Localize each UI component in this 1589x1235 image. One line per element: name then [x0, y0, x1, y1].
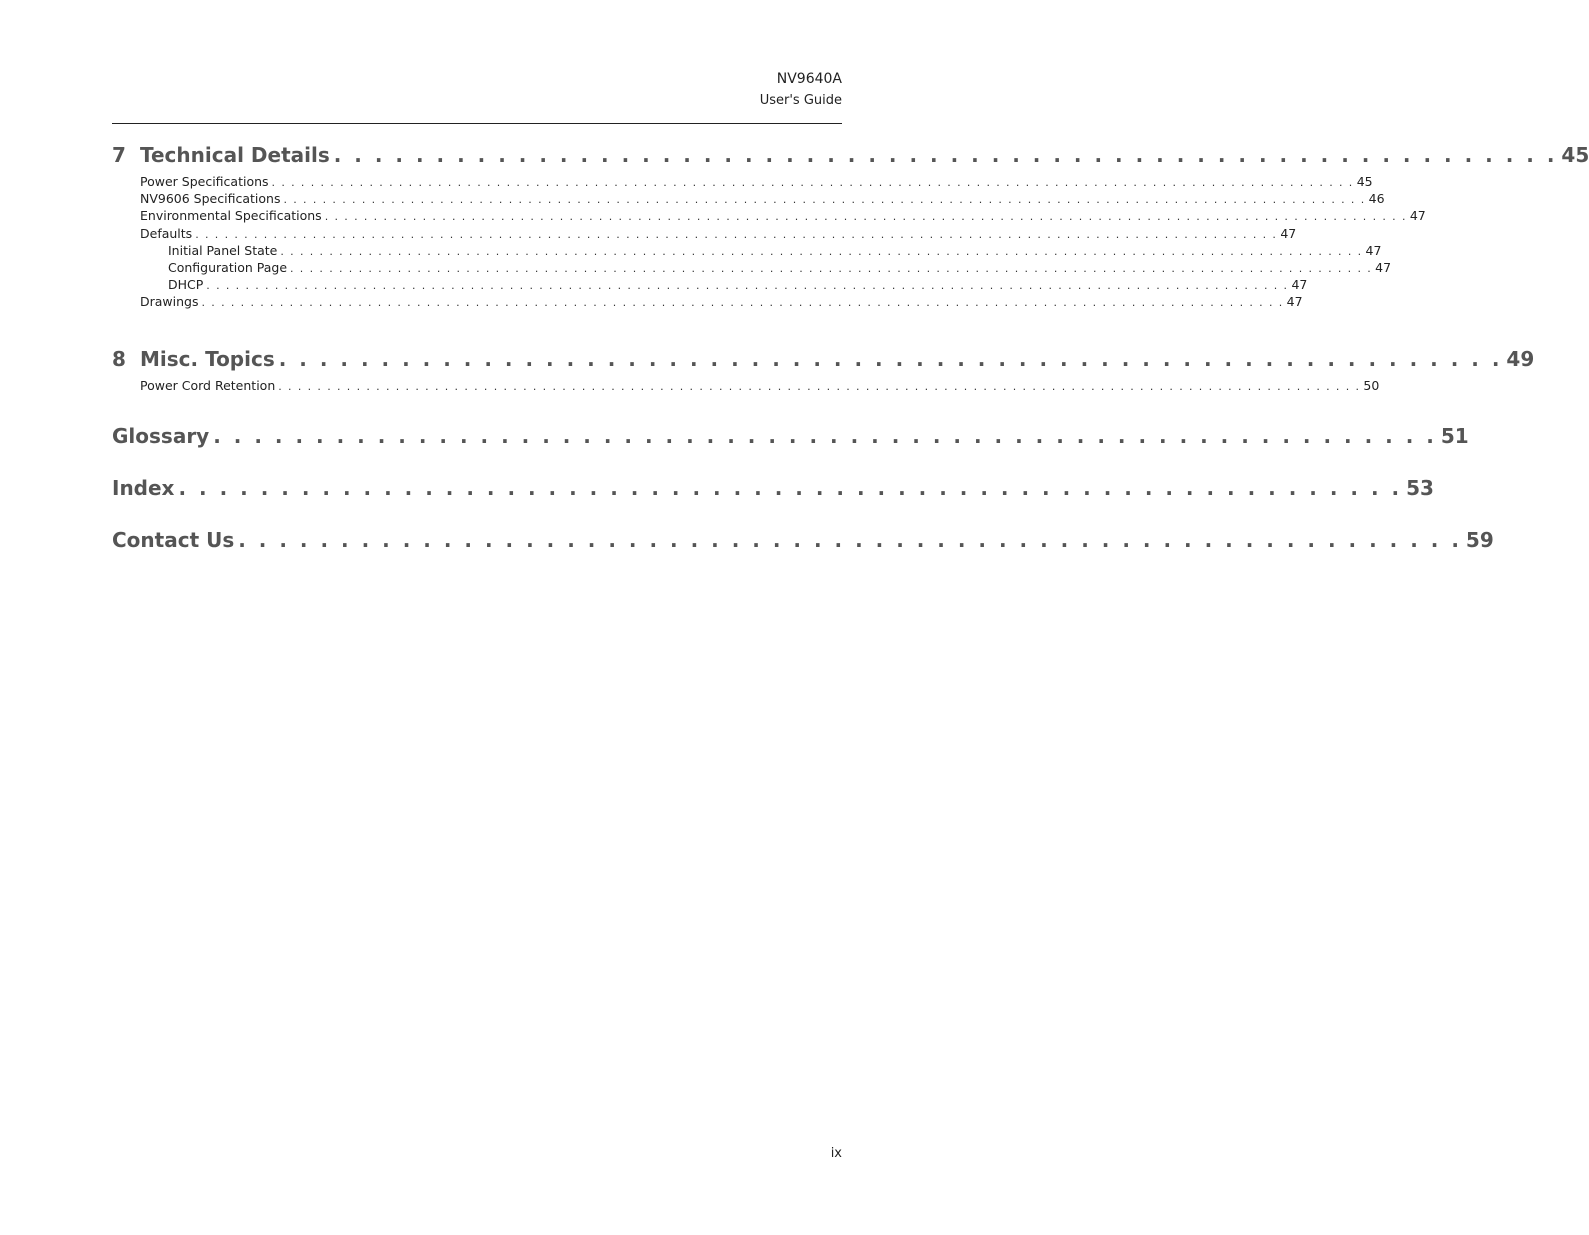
chapter-page: 51: [1440, 423, 1469, 448]
entry-page: 47: [1280, 225, 1297, 241]
toc-glossary[interactable]: [112, 423, 1469, 452]
entry-page: 47: [1375, 259, 1392, 275]
toc-index[interactable]: [112, 475, 1434, 504]
chapter-number: 7: [112, 143, 126, 167]
entry-title: DHCP: [168, 277, 204, 293]
chapter-title: Glossary: [112, 423, 210, 448]
toc-chapter-8[interactable]: [112, 346, 1535, 375]
chapter-number: 8: [112, 346, 126, 371]
dot-leader: . . . . . . . . . . . . . . . . . . . . . . . . . . . . . . . . . . . . . . . . . . . . . . . . . . . . . . . . . . . .: [278, 346, 1503, 371]
toc-entry[interactable]: [112, 377, 1380, 394]
page-header: [760, 68, 842, 112]
dot-leader: . . . . . . . . . . . . . . . . . . . . . . . . . . . . . . . . . . . . . . . . . . . . . . . . . . . . . . . . . . . . . . . . . . . . . . . . . . . . . . . . . . . . . . . . . . . . . . . . . . . . . . . . . . . . . . .: [280, 244, 1363, 258]
header-rule: [112, 123, 842, 124]
entry-title: Environmental Specifications: [140, 208, 322, 224]
dot-leader: . . . . . . . . . . . . . . . . . . . . . . . . . . . . . . . . . . . . . . . . . . . . . . . . . . . . . . . . . . . .: [178, 475, 1403, 500]
chapter-title: Contact Us: [112, 527, 235, 552]
entry-title: Defaults: [140, 225, 193, 241]
toc-entry[interactable]: [112, 225, 1297, 242]
toc-entry[interactable]: [112, 293, 1303, 310]
entry-page: 47: [1409, 208, 1426, 224]
dot-leader: . . . . . . . . . . . . . . . . . . . . . . . . . . . . . . . . . . . . . . . . . . . . . . . . . . . . . . . . . . . . . . . . . . . . . . . . . . . . . . . . . . . . . . . . . . . . . . . . . . . . . . . . . . . . . . .: [278, 379, 1361, 393]
entry-title: Initial Panel State: [168, 242, 278, 258]
entry-page: 47: [1286, 294, 1303, 310]
table-of-contents: [112, 143, 1589, 556]
entry-title: Drawings: [140, 294, 199, 310]
dot-leader: . . . . . . . . . . . . . . . . . . . . . . . . . . . . . . . . . . . . . . . . . . . . . . . . . . . . . . . . . . . . . . . . . . . . . . . . . . . . . . . . . . . . . . . . . . . . . . . . . . . . . . . . . . . . . . .: [283, 193, 1366, 207]
dot-leader: . . . . . . . . . . . . . . . . . . . . . . . . . . . . . . . . . . . . . . . . . . . . . . . . . . . . . . . . . . . .: [213, 423, 1437, 448]
dot-leader: . . . . . . . . . . . . . . . . . . . . . . . . . . . . . . . . . . . . . . . . . . . . . . . . . . . . . . . . . . . . . . . . . . . . . . . . . . . . . . . . . . . . . . . . . . . . . . . . . . . . . . . . . . . . . . .: [206, 279, 1289, 293]
toc-entry[interactable]: [112, 190, 1385, 207]
toc-subentry[interactable]: [112, 242, 1382, 259]
dot-leader: . . . . . . . . . . . . . . . . . . . . . . . . . . . . . . . . . . . . . . . . . . . . . . . . . . . . . . . . . . . .: [333, 143, 1558, 167]
entry-page: 46: [1368, 191, 1385, 207]
chapter-title: Index: [112, 475, 175, 500]
chapter-page: 53: [1406, 475, 1434, 500]
toc-entry[interactable]: [112, 173, 1373, 190]
dot-leader: . . . . . . . . . . . . . . . . . . . . . . . . . . . . . . . . . . . . . . . . . . . . . . . . . . . . . . . . . . . . . . . . . . . . . . . . . . . . . . . . . . . . . . . . . . . . . . . . . . . . . . . . . . . . . . .: [195, 227, 1278, 241]
entry-title: Configuration Page: [168, 259, 288, 275]
page-number: ix: [830, 1146, 842, 1161]
chapter-page: 45: [1561, 143, 1589, 167]
entry-title: Power Specifications: [140, 174, 269, 189]
chapter-page: 59: [1465, 527, 1494, 552]
dot-leader: . . . . . . . . . . . . . . . . . . . . . . . . . . . . . . . . . . . . . . . . . . . . . . . . . . . . . . . . . . . .: [238, 527, 1462, 552]
dot-leader: . . . . . . . . . . . . . . . . . . . . . . . . . . . . . . . . . . . . . . . . . . . . . . . . . . . . . . . . . . . . . . . . . . . . . . . . . . . . . . . . . . . . . . . . . . . . . . . . . . . . . . . . . . . . . . .: [324, 210, 1407, 224]
toc-chapter-7[interactable]: [112, 143, 1589, 171]
document-title: User's Guide: [759, 93, 842, 108]
dot-leader: . . . . . . . . . . . . . . . . . . . . . . . . . . . . . . . . . . . . . . . . . . . . . . . . . . . . . . . . . . . . . . . . . . . . . . . . . . . . . . . . . . . . . . . . . . . . . . . . . . . . . . . . . . . . . . .: [271, 176, 1354, 189]
toc-subentry[interactable]: [112, 259, 1392, 276]
entry-page: 50: [1363, 377, 1380, 393]
toc-subentry[interactable]: [112, 276, 1308, 293]
toc-entry[interactable]: [112, 207, 1426, 224]
dot-leader: . . . . . . . . . . . . . . . . . . . . . . . . . . . . . . . . . . . . . . . . . . . . . . . . . . . . . . . . . . . . . . . . . . . . . . . . . . . . . . . . . . . . . . . . . . . . . . . . . . . . . . . . . . . . . . .: [201, 296, 1284, 310]
entry-page: 45: [1356, 174, 1373, 189]
entry-title: NV9606 Specifications: [140, 191, 281, 207]
chapter-title: Misc. Topics: [140, 346, 275, 371]
chapter-page: 49: [1506, 346, 1535, 371]
toc-contact-us[interactable]: [112, 527, 1494, 556]
product-name: NV9640A: [776, 71, 842, 87]
entry-page: 47: [1291, 277, 1308, 293]
entry-page: 47: [1365, 242, 1382, 258]
dot-leader: . . . . . . . . . . . . . . . . . . . . . . . . . . . . . . . . . . . . . . . . . . . . . . . . . . . . . . . . . . . . . . . . . . . . . . . . . . . . . . . . . . . . . . . . . . . . . . . . . . . . . . . . . . . . . . .: [290, 261, 1373, 275]
chapter-title: Technical Details: [140, 143, 330, 167]
entry-title: Power Cord Retention: [140, 377, 276, 393]
